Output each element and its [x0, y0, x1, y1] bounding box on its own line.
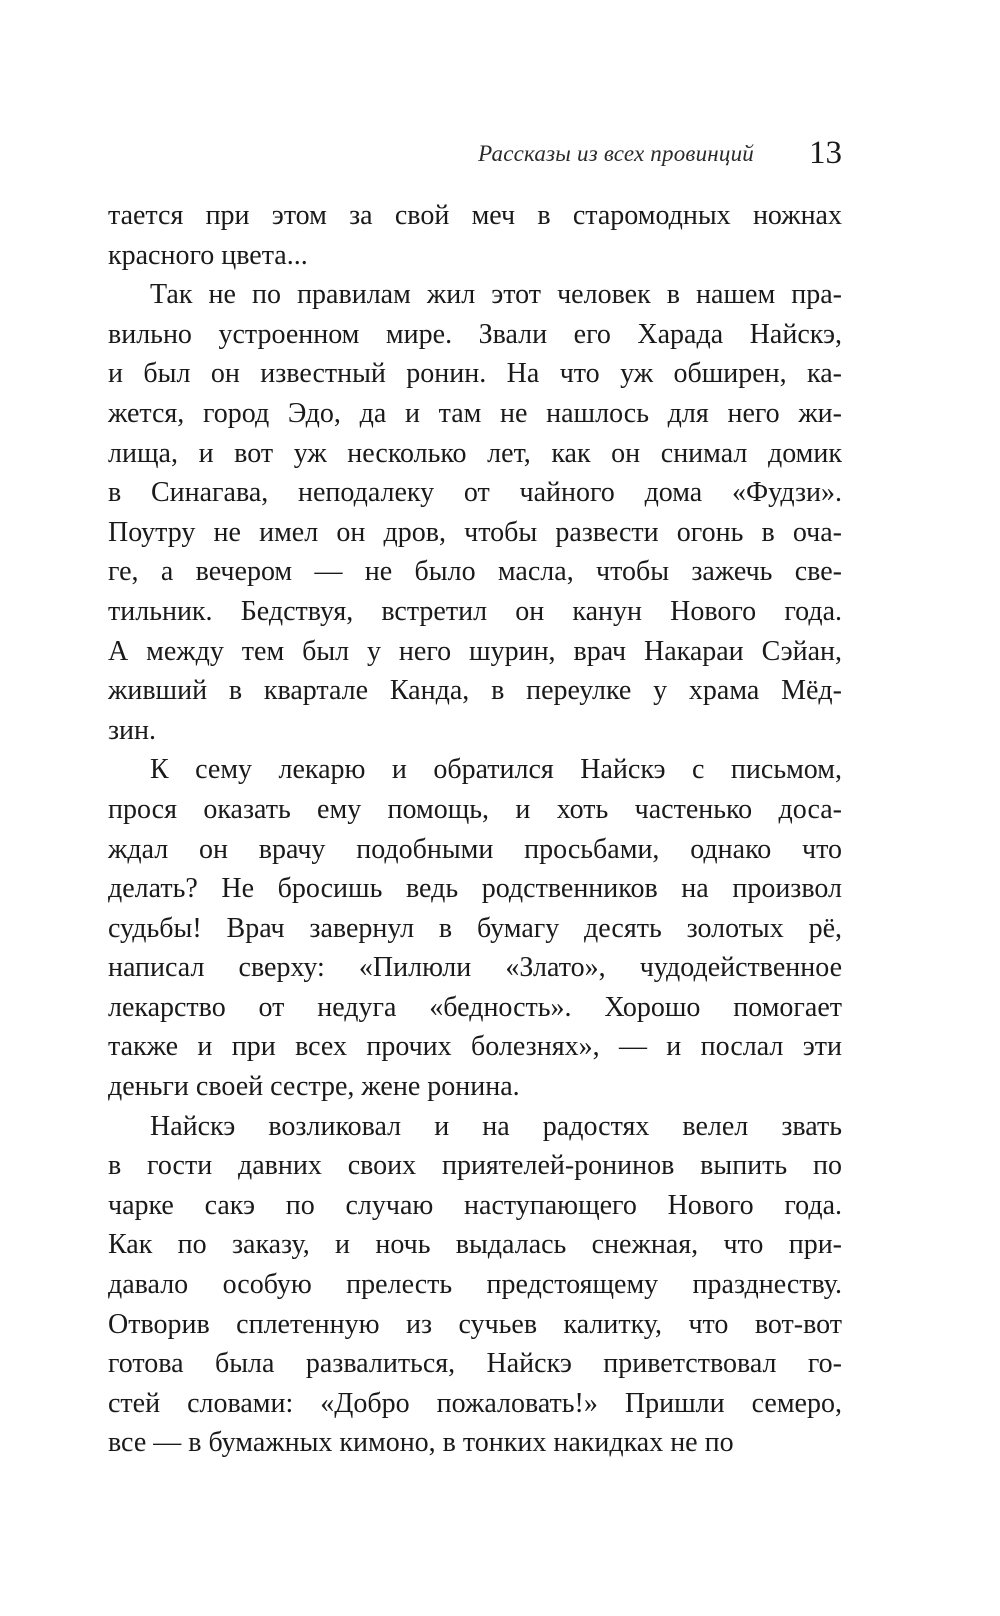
text-line: давало особую прелесть предстоящему празднеству.: [108, 1269, 842, 1301]
paragraph: [108, 196, 842, 275]
text-line: А между тем был у него шурин, врач Накараи Сэйан,: [108, 635, 842, 667]
text-line: Отворив сплетенную из сучьев калитку, что вот-вот: [108, 1308, 842, 1340]
text-line: судьбы! Врач завернул в бумагу десять золотых рё,: [108, 912, 842, 944]
text-line: в гости давних своих приятелей-ронинов выпить по: [108, 1150, 842, 1182]
text-line: и был он известный ронин. На что уж обширен, ка-: [108, 358, 842, 390]
paragraph: [108, 750, 842, 1106]
text-line: Как по заказу, и ночь выдалась снежная, что при-: [108, 1229, 842, 1261]
text-line: Поутру не имел он дров, чтобы развести огонь в оча-: [108, 516, 842, 548]
text-line: зин.: [108, 714, 157, 746]
text-line: ждал он врачу подобными просьбами, однако что: [108, 833, 842, 865]
text-line: Найскэ возликовал и на радостях велел звать: [150, 1110, 842, 1142]
text-line: тается при этом за свой меч в старомодных ножнах: [108, 200, 842, 231]
text-line: делать? Не бросишь ведь родственников на произвол: [108, 873, 842, 905]
text-line: красного цвета...: [108, 239, 308, 271]
text-line: К сему лекарю и обратился Найскэ с письмом,: [150, 754, 842, 786]
body-text: [108, 196, 842, 1463]
text-line: лища, и вот уж несколько лет, как он снимал домик: [108, 437, 842, 469]
running-head: [108, 135, 842, 175]
text-line: живший в квартале Канда, в переулке у храма Мёд-: [108, 675, 842, 707]
text-line: также и при всех прочих болезнях», — и послал эти: [108, 1031, 842, 1063]
running-head-title: Рассказы из всех провинций: [478, 141, 754, 166]
paragraph: [108, 275, 842, 750]
text-line: чарке сакэ по случаю наступающего Нового года.: [108, 1189, 842, 1221]
text-line: тильник. Бедствуя, встретил он канун Нового года.: [108, 595, 842, 627]
text-line: написал сверху: «Пилюли «Злато», чудодейственное: [108, 952, 842, 984]
text-line: готова была развалиться, Найскэ приветствовал го-: [108, 1348, 842, 1380]
text-line: деньги своей сестре, жене ронина.: [108, 1071, 520, 1103]
text-line: вильно устроенном мире. Звали его Харада Найскэ,: [108, 318, 842, 350]
text-line: Так не по правилам жил этот человек в нашем пра-: [150, 279, 842, 311]
text-line: стей словами: «Добро пожаловать!» Пришли семеро,: [108, 1387, 842, 1419]
text-line: жется, город Эдо, да и там не нашлось для него жи-: [108, 397, 842, 429]
paragraph: [108, 1107, 842, 1463]
text-line: ге, а вечером — не было масла, чтобы зажечь све-: [108, 556, 842, 588]
text-line: прося оказать ему помощь, и хоть частенько доса-: [108, 793, 842, 825]
text-line: лекарство от недуга «бедность». Хорошо помогает: [108, 991, 842, 1023]
text-line: все — в бумажных кимоно, в тонких накидках не по: [108, 1427, 734, 1459]
page-number: 13: [809, 135, 842, 171]
text-line: в Синагава, неподалеку от чайного дома «Фудзи».: [108, 477, 842, 509]
